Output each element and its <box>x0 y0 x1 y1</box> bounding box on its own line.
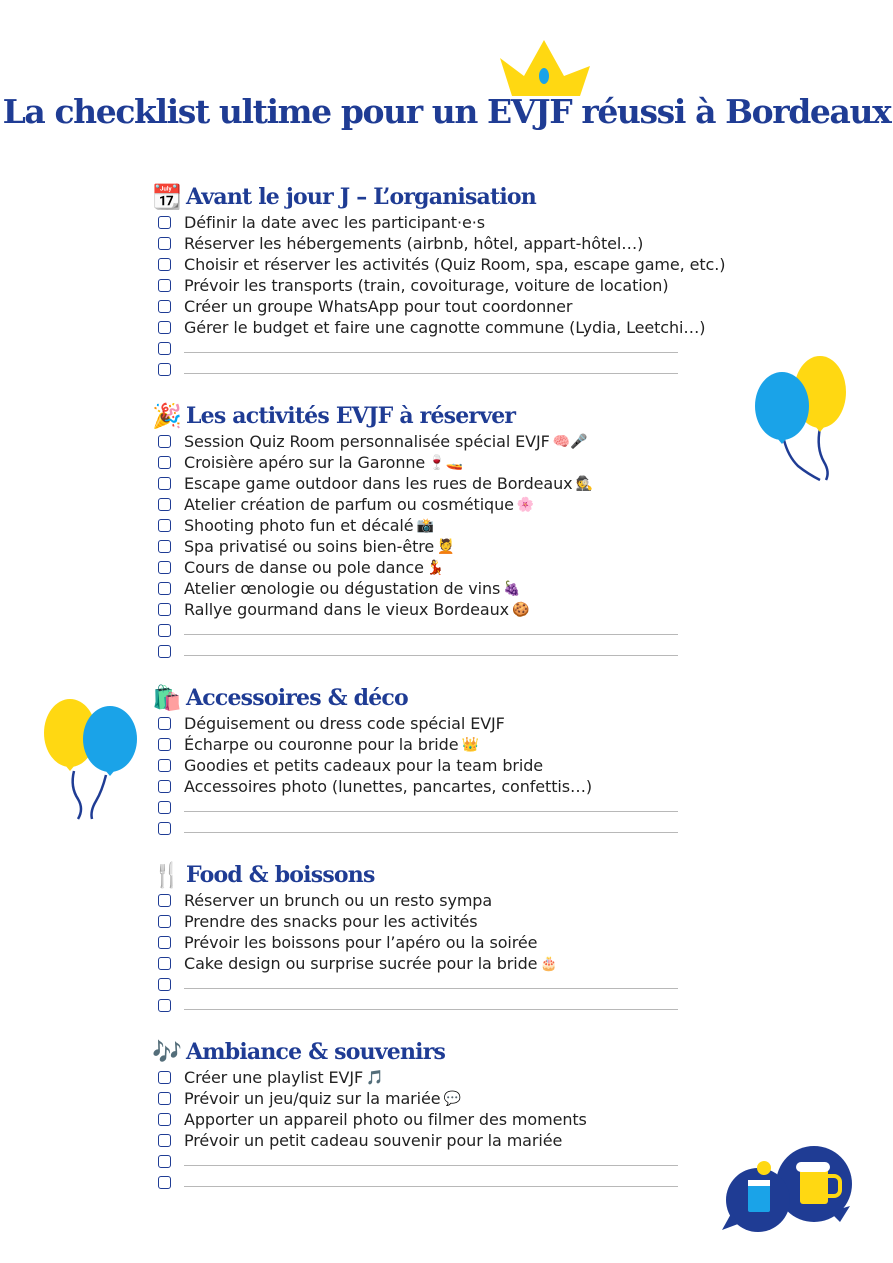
section-header <box>152 860 752 890</box>
item-label: Cake design ou surprise sucrée pour la bride <box>184 954 538 973</box>
checklist-item <box>152 1130 752 1151</box>
item-label: Prévoir les boissons pour l’apéro ou la soirée <box>184 933 538 952</box>
camera-icon: 📸 <box>416 517 434 534</box>
checklist-item <box>152 911 752 932</box>
item-label: Atelier création de parfum ou cosmétique <box>184 495 514 514</box>
checklist-item <box>152 452 752 473</box>
blank-item <box>152 974 752 995</box>
write-line[interactable] <box>184 655 678 656</box>
item-label: Escape game outdoor dans les rues de Bordeaux <box>184 474 573 493</box>
item-label: Accessoires photo (lunettes, pancartes, confettis…) <box>184 777 593 796</box>
checklist-item <box>152 599 752 620</box>
section-title: Accessoires & déco <box>186 685 408 711</box>
blank-item <box>152 1151 752 1172</box>
item-label: Atelier œnologie ou dégustation de vins <box>184 579 501 598</box>
section-organisation <box>152 182 752 380</box>
crown-icon <box>498 36 594 100</box>
item-label: Shooting photo fun et décalé <box>184 516 414 535</box>
checklist-item <box>152 578 752 599</box>
write-line[interactable] <box>184 1186 678 1187</box>
checklist-item <box>152 1088 752 1109</box>
checklist-item <box>152 431 752 452</box>
blank-item <box>152 1172 752 1193</box>
checkbox[interactable] <box>158 717 171 730</box>
checkbox[interactable] <box>158 477 171 490</box>
checklist-item <box>152 932 752 953</box>
item-label: Apporter un appareil photo ou filmer des moments <box>184 1110 587 1129</box>
item-label: Choisir et réserver les activités (Quiz Room, spa, escape game, etc.) <box>184 255 726 274</box>
write-line[interactable] <box>184 373 678 374</box>
checkbox[interactable] <box>158 279 171 292</box>
blank-item <box>152 359 752 380</box>
item-label: Prendre des snacks pour les activités <box>184 912 478 931</box>
blank-item <box>152 797 752 818</box>
checkbox[interactable] <box>158 738 171 751</box>
wine-boat-icon: 🍷🚤 <box>428 454 464 471</box>
section-header <box>152 683 752 713</box>
checklist-item <box>152 494 752 515</box>
item-label: Prévoir un jeu/quiz sur la mariée <box>184 1089 441 1108</box>
blank-item <box>152 620 752 641</box>
checkbox[interactable] <box>158 456 171 469</box>
shopping-bags-icon: 🛍️ <box>152 684 182 712</box>
checkbox[interactable] <box>158 498 171 511</box>
checkbox[interactable] <box>158 561 171 574</box>
item-label: Cours de danse ou pole dance <box>184 558 424 577</box>
checkbox[interactable] <box>158 1071 171 1084</box>
blank-item <box>152 338 752 359</box>
blank-item <box>152 818 752 839</box>
item-label: Définir la date avec les participant·e·s <box>184 213 485 232</box>
checkbox[interactable] <box>158 645 171 658</box>
item-label: Réserver les hébergements (airbnb, hôtel, appart-hôtel…) <box>184 234 644 253</box>
checkbox[interactable] <box>158 603 171 616</box>
detective-icon: 🕵️ <box>575 475 593 492</box>
item-label: Goodies et petits cadeaux pour la team bride <box>184 756 544 775</box>
checkbox[interactable] <box>158 624 171 637</box>
item-label: Prévoir les transports (train, covoiturage, voiture de location) <box>184 276 669 295</box>
flower-icon: 🌸 <box>516 496 535 513</box>
item-label: Écharpe ou couronne pour la bride <box>184 735 459 754</box>
checklist-item <box>152 713 752 734</box>
write-line[interactable] <box>184 832 678 833</box>
checkbox[interactable] <box>158 822 171 835</box>
section-ambiance <box>152 1037 752 1193</box>
item-label: Session Quiz Room personnalisée spécial EVJF <box>184 432 550 451</box>
section-header <box>152 401 752 431</box>
checkbox[interactable] <box>158 342 171 355</box>
write-line[interactable] <box>184 811 678 812</box>
checklist-item <box>152 515 752 536</box>
section-activites <box>152 401 752 662</box>
write-line[interactable] <box>184 1009 678 1010</box>
checklist-item <box>152 776 752 797</box>
section-food <box>152 860 752 1016</box>
checklist-item <box>152 317 752 338</box>
section-header <box>152 182 752 212</box>
drinks-icon <box>718 1140 858 1236</box>
section-title: Ambiance & souvenirs <box>186 1039 446 1065</box>
write-line[interactable] <box>184 634 678 635</box>
checkbox[interactable] <box>158 363 171 376</box>
checklist-item <box>152 890 752 911</box>
checkbox[interactable] <box>158 321 171 334</box>
balloons-right-icon <box>750 352 850 484</box>
write-line[interactable] <box>184 352 678 353</box>
checklist-item <box>152 557 752 578</box>
checklist-item <box>152 275 752 296</box>
item-label: Gérer le budget et faire une cagnotte commune (Lydia, Leetchi…) <box>184 318 706 337</box>
checklist-item <box>152 953 752 974</box>
item-label: Spa privatisé ou soins bien-être <box>184 537 435 556</box>
checkbox[interactable] <box>158 894 171 907</box>
checklist-item <box>152 212 752 233</box>
checkbox[interactable] <box>158 1155 171 1168</box>
checkbox[interactable] <box>158 540 171 553</box>
music-notes-icon: 🎶 <box>152 1038 182 1066</box>
item-label: Créer un groupe WhatsApp pour tout coordonner <box>184 297 573 316</box>
checklist-item <box>152 734 752 755</box>
write-line[interactable] <box>184 1165 678 1166</box>
music-note-icon: 🎵 <box>366 1069 384 1086</box>
checklist-item <box>152 1109 752 1130</box>
cookie-icon: 🍪 <box>512 601 530 618</box>
dancer-icon: 💃 <box>426 559 445 576</box>
checkbox[interactable] <box>158 582 171 595</box>
write-line[interactable] <box>184 988 678 989</box>
checkbox[interactable] <box>158 1176 171 1189</box>
checkbox[interactable] <box>158 435 171 448</box>
section-title: Les activités EVJF à réserver <box>186 403 516 429</box>
grapes-icon: 🍇 <box>503 580 521 597</box>
item-label: Rallye gourmand dans le vieux Bordeaux <box>184 600 510 619</box>
item-label: Prévoir un petit cadeau souvenir pour la mariée <box>184 1131 563 1150</box>
checkbox[interactable] <box>158 759 171 772</box>
brain-microphone-icon: 🧠🎤 <box>552 433 588 450</box>
checkbox[interactable] <box>158 780 171 793</box>
checkbox[interactable] <box>158 1134 171 1147</box>
item-label: Créer une playlist EVJF <box>184 1068 364 1087</box>
checkbox[interactable] <box>158 216 171 229</box>
checkbox[interactable] <box>158 1113 171 1126</box>
checklist-item <box>152 296 752 317</box>
cake-icon: 🎂 <box>540 955 558 972</box>
checkbox[interactable] <box>158 957 171 970</box>
checklist-item <box>152 755 752 776</box>
speech-bubble-icon: 💬 <box>443 1090 461 1107</box>
checkbox[interactable] <box>158 801 171 814</box>
balloons-left-icon <box>40 695 140 823</box>
blank-item <box>152 641 752 662</box>
checkbox[interactable] <box>158 915 171 928</box>
section-title: Avant le jour J – L’organisation <box>186 184 536 210</box>
checkbox[interactable] <box>158 978 171 991</box>
checkbox[interactable] <box>158 999 171 1012</box>
item-label: Réserver un brunch ou un resto sympa <box>184 891 493 910</box>
checkbox[interactable] <box>158 936 171 949</box>
checkbox[interactable] <box>158 258 171 271</box>
section-header <box>152 1037 752 1067</box>
calendar-icon: 📆 <box>152 183 182 211</box>
section-accessoires <box>152 683 752 839</box>
fork-knife-icon: 🍴 <box>152 861 182 889</box>
checklist-item <box>152 473 752 494</box>
item-label: Déguisement ou dress code spécial EVJF <box>184 714 505 733</box>
checklist-item <box>152 1067 752 1088</box>
item-label: Croisière apéro sur la Garonne <box>184 453 426 472</box>
crown-emoji-icon: 👑 <box>461 736 479 753</box>
checklist-item <box>152 536 752 557</box>
party-popper-icon: 🎉 <box>152 402 182 430</box>
page-title: La checklist ultime pour un EVJF réussi à Bordeaux <box>2 92 891 131</box>
checkbox[interactable] <box>158 1092 171 1105</box>
checkbox[interactable] <box>158 519 171 532</box>
checkbox[interactable] <box>158 237 171 250</box>
section-title: Food & boissons <box>186 862 375 888</box>
massage-icon: 💆 <box>437 538 455 555</box>
checklist-item <box>152 233 752 254</box>
checklist-item <box>152 254 752 275</box>
blank-item <box>152 995 752 1016</box>
checkbox[interactable] <box>158 300 171 313</box>
